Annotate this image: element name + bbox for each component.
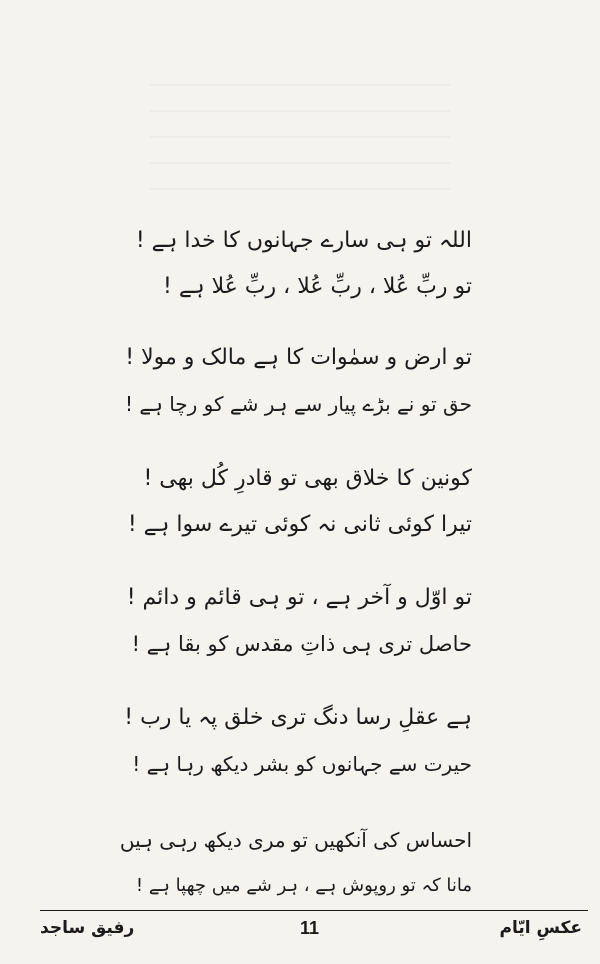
couplet-6	[120, 817, 472, 909]
verse-line: کونین کا خلاق بھی تو قادرِ کُل بھی !	[143, 466, 472, 491]
page-number: 11	[300, 918, 320, 938]
verse-line: تو اوّل و آخر ہے ، تو ہی قائم و دائم !	[126, 585, 472, 610]
bleed-through-shadow	[150, 70, 450, 190]
verse-line: مانا کہ تو روپوش ہے ، ہر شے میں چھپا ہے !	[135, 875, 472, 896]
verse-line: تیرا کوئی ثانی نہ کوئی تیرے سوا ہے !	[127, 512, 472, 537]
couplet-4	[120, 575, 472, 667]
couplet-2	[120, 335, 472, 427]
verse-line: حاصل تری ہی ذاتِ مقدس کو بقا ہے !	[131, 632, 472, 656]
footer-book-title: عکسِ ایّام	[499, 918, 582, 938]
verse-line: حق تو نے بڑے پیار سے ہر شے کو رچا ہے !	[125, 392, 472, 416]
footer-divider	[40, 910, 588, 911]
couplet-5	[120, 695, 472, 787]
couplet-3	[120, 456, 472, 548]
verse-line: اللہ تو ہی سارے جہانوں کا خدا ہے !	[135, 228, 472, 253]
couplet-1	[120, 218, 472, 310]
footer-author: رفیق ساجد	[40, 918, 135, 938]
verse-line: احساس کی آنکھیں تو مری دیکھ رہی ہیں	[119, 828, 472, 852]
verse-line: ہے عقلِ رسا دنگ تری خلق پہ یا رب !	[124, 705, 472, 730]
verse-line: حیرت سے جہانوں کو بشر دیکھ رہا ہے !	[132, 752, 472, 776]
verse-line: تو ربِّ عُلا ، ربِّ عُلا ، ربِّ عُلا ہے !	[163, 274, 472, 299]
verse-line: تو ارض و سمٰوات کا ہے مالک و مولا !	[125, 345, 472, 370]
